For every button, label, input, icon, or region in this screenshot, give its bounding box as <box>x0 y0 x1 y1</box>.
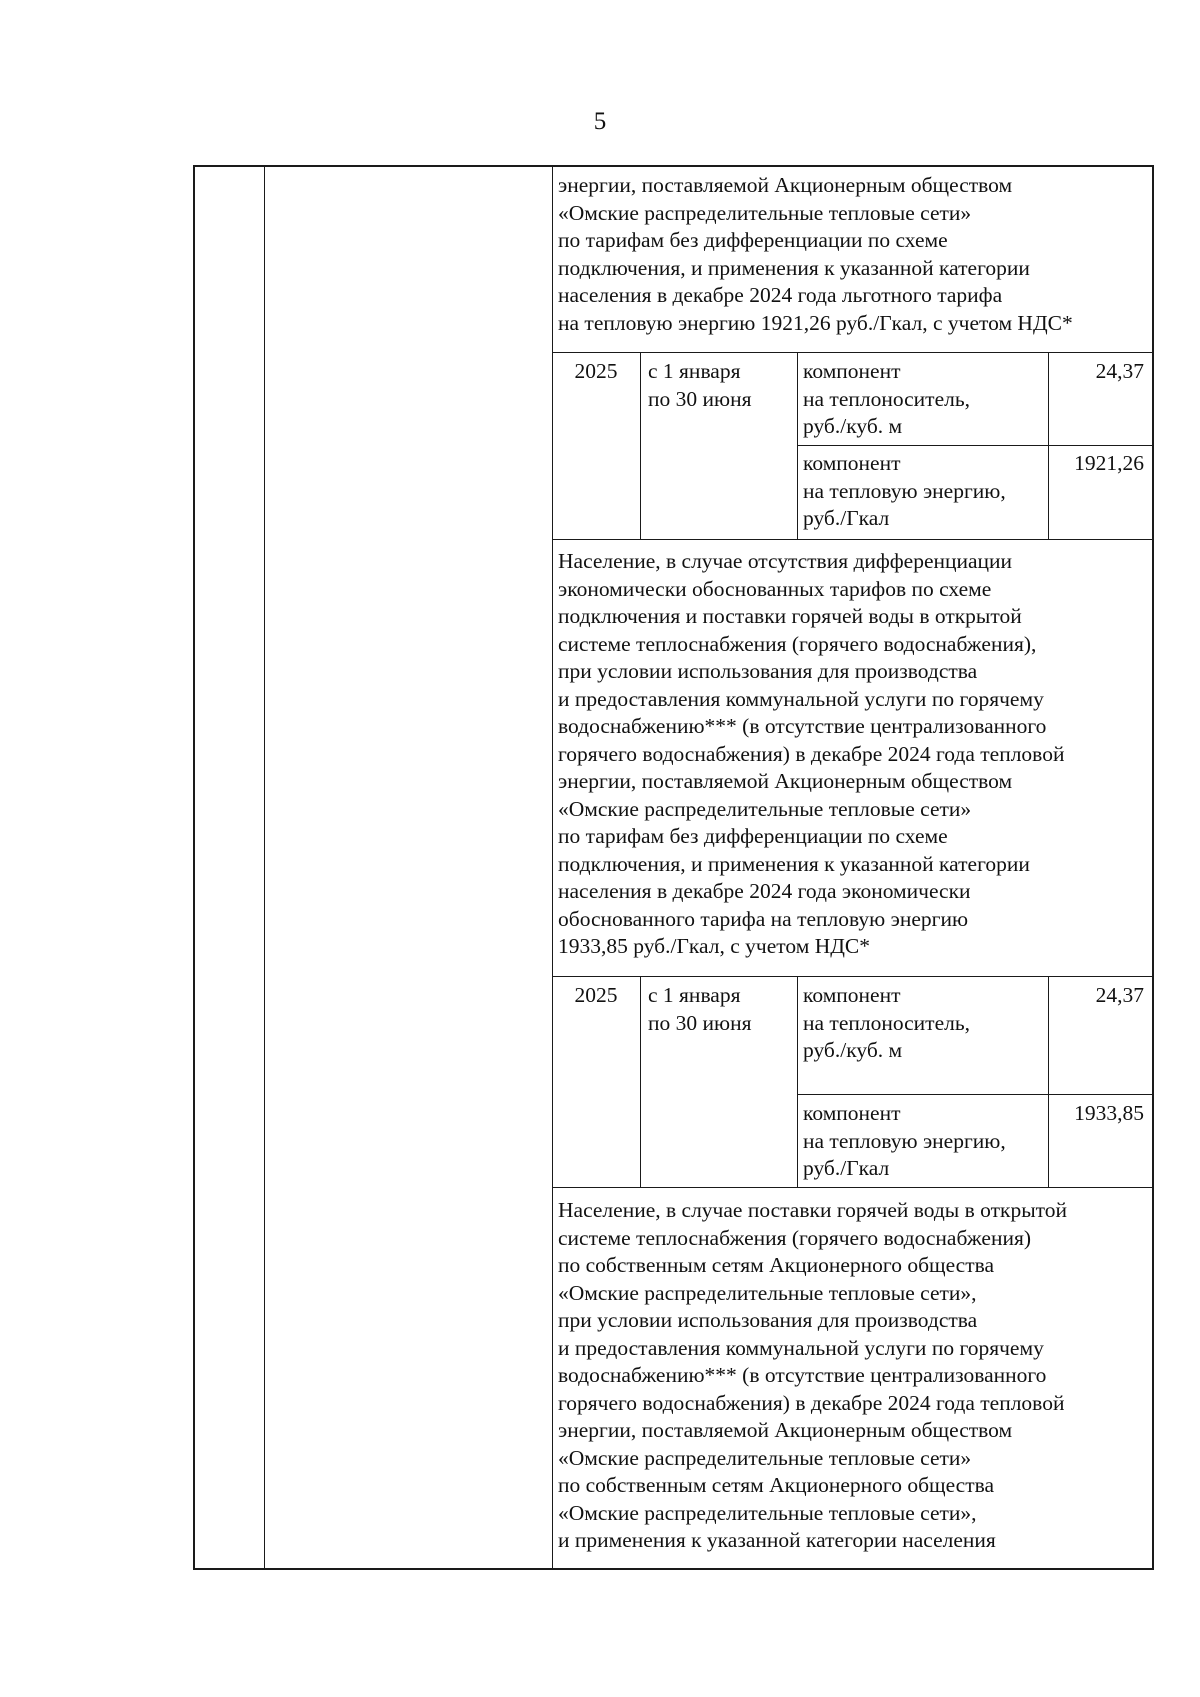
tariff-description: Население, в случае отсутствия дифференциации экономически обоснованных тарифов по схеме подключения и поставки горячей воды в открытой системе теплоснабжения (горячего водоснабжения), при условии использования для производства и предоставления коммунальной услуги по горячему водоснабжению*** (в отсутствие централизованного горячего водоснабжения) в декабре 2024 года тепловой энергии, поставляемой Акционерным обществом «Омские распределительные тепловые сети» по тарифам без дифференциации по схеме подключения, и применения к указанной категории населения в декабре 2024 года экономически обоснованного тарифа на тепловую энергию 1933,85 руб./Гкал, с учетом НДС* <box>558 549 1065 958</box>
page-number: 5 <box>593 108 607 135</box>
cell-divider <box>640 352 641 539</box>
year-cell: 2025 <box>574 359 618 383</box>
row-divider <box>552 1187 1152 1188</box>
value-cell: 1933,85 <box>1074 1101 1144 1125</box>
tariff-description: энергии, поставляемой Акционерным обществом «Омские распределительные тепловые сети» по тарифам без дифференциации по схеме подключения, и применения к указанной категории населения в декабре 2024 года льготного тарифа на тепловую энергию 1921,26 руб./Гкал, с учетом НДС* <box>558 173 1073 335</box>
value-cell: 24,37 <box>1095 983 1144 1007</box>
row-divider <box>797 1094 1152 1095</box>
tariff-table <box>193 165 1154 1570</box>
cell-divider <box>640 976 641 1187</box>
tariff-description: Население, в случае поставки горячей воды в открытой системе теплоснабжения (горячего водоснабжения) по собственным сетям Акционерного общества «Омские распределительные тепловые сети», при условии использования для производства и предоставления коммунальной услуги по горячему водоснабжению*** (в отсутствие централизованного горячего водоснабжения) в декабре 2024 года тепловой энергии, поставляемой Акционерным обществом «Омские распределительные тепловые сети» по собственным сетям Акционерного общества «Омские распределительные тепловые сети», и применения к указанной категории населения <box>558 1198 1068 1552</box>
component-cell: компонент на теплоноситель, руб./куб. м <box>803 983 971 1062</box>
row-divider <box>552 976 1152 977</box>
period-cell: с 1 января по 30 июня <box>648 359 752 411</box>
cell-divider <box>797 976 798 1187</box>
period-cell: с 1 января по 30 июня <box>648 983 752 1035</box>
component-cell: компонент на тепловую энергию, руб./Гкал <box>803 451 1006 530</box>
component-cell: компонент на теплоноситель, руб./куб. м <box>803 359 971 438</box>
year-cell: 2025 <box>574 983 618 1007</box>
component-cell: компонент на тепловую энергию, руб./Гкал <box>803 1101 1006 1180</box>
value-cell: 1921,26 <box>1074 451 1144 475</box>
row-divider <box>552 539 1152 540</box>
row-divider <box>797 445 1152 446</box>
row-divider <box>552 352 1152 353</box>
column-divider <box>264 167 265 1568</box>
value-cell: 24,37 <box>1095 359 1144 383</box>
cell-divider <box>1048 976 1049 1187</box>
